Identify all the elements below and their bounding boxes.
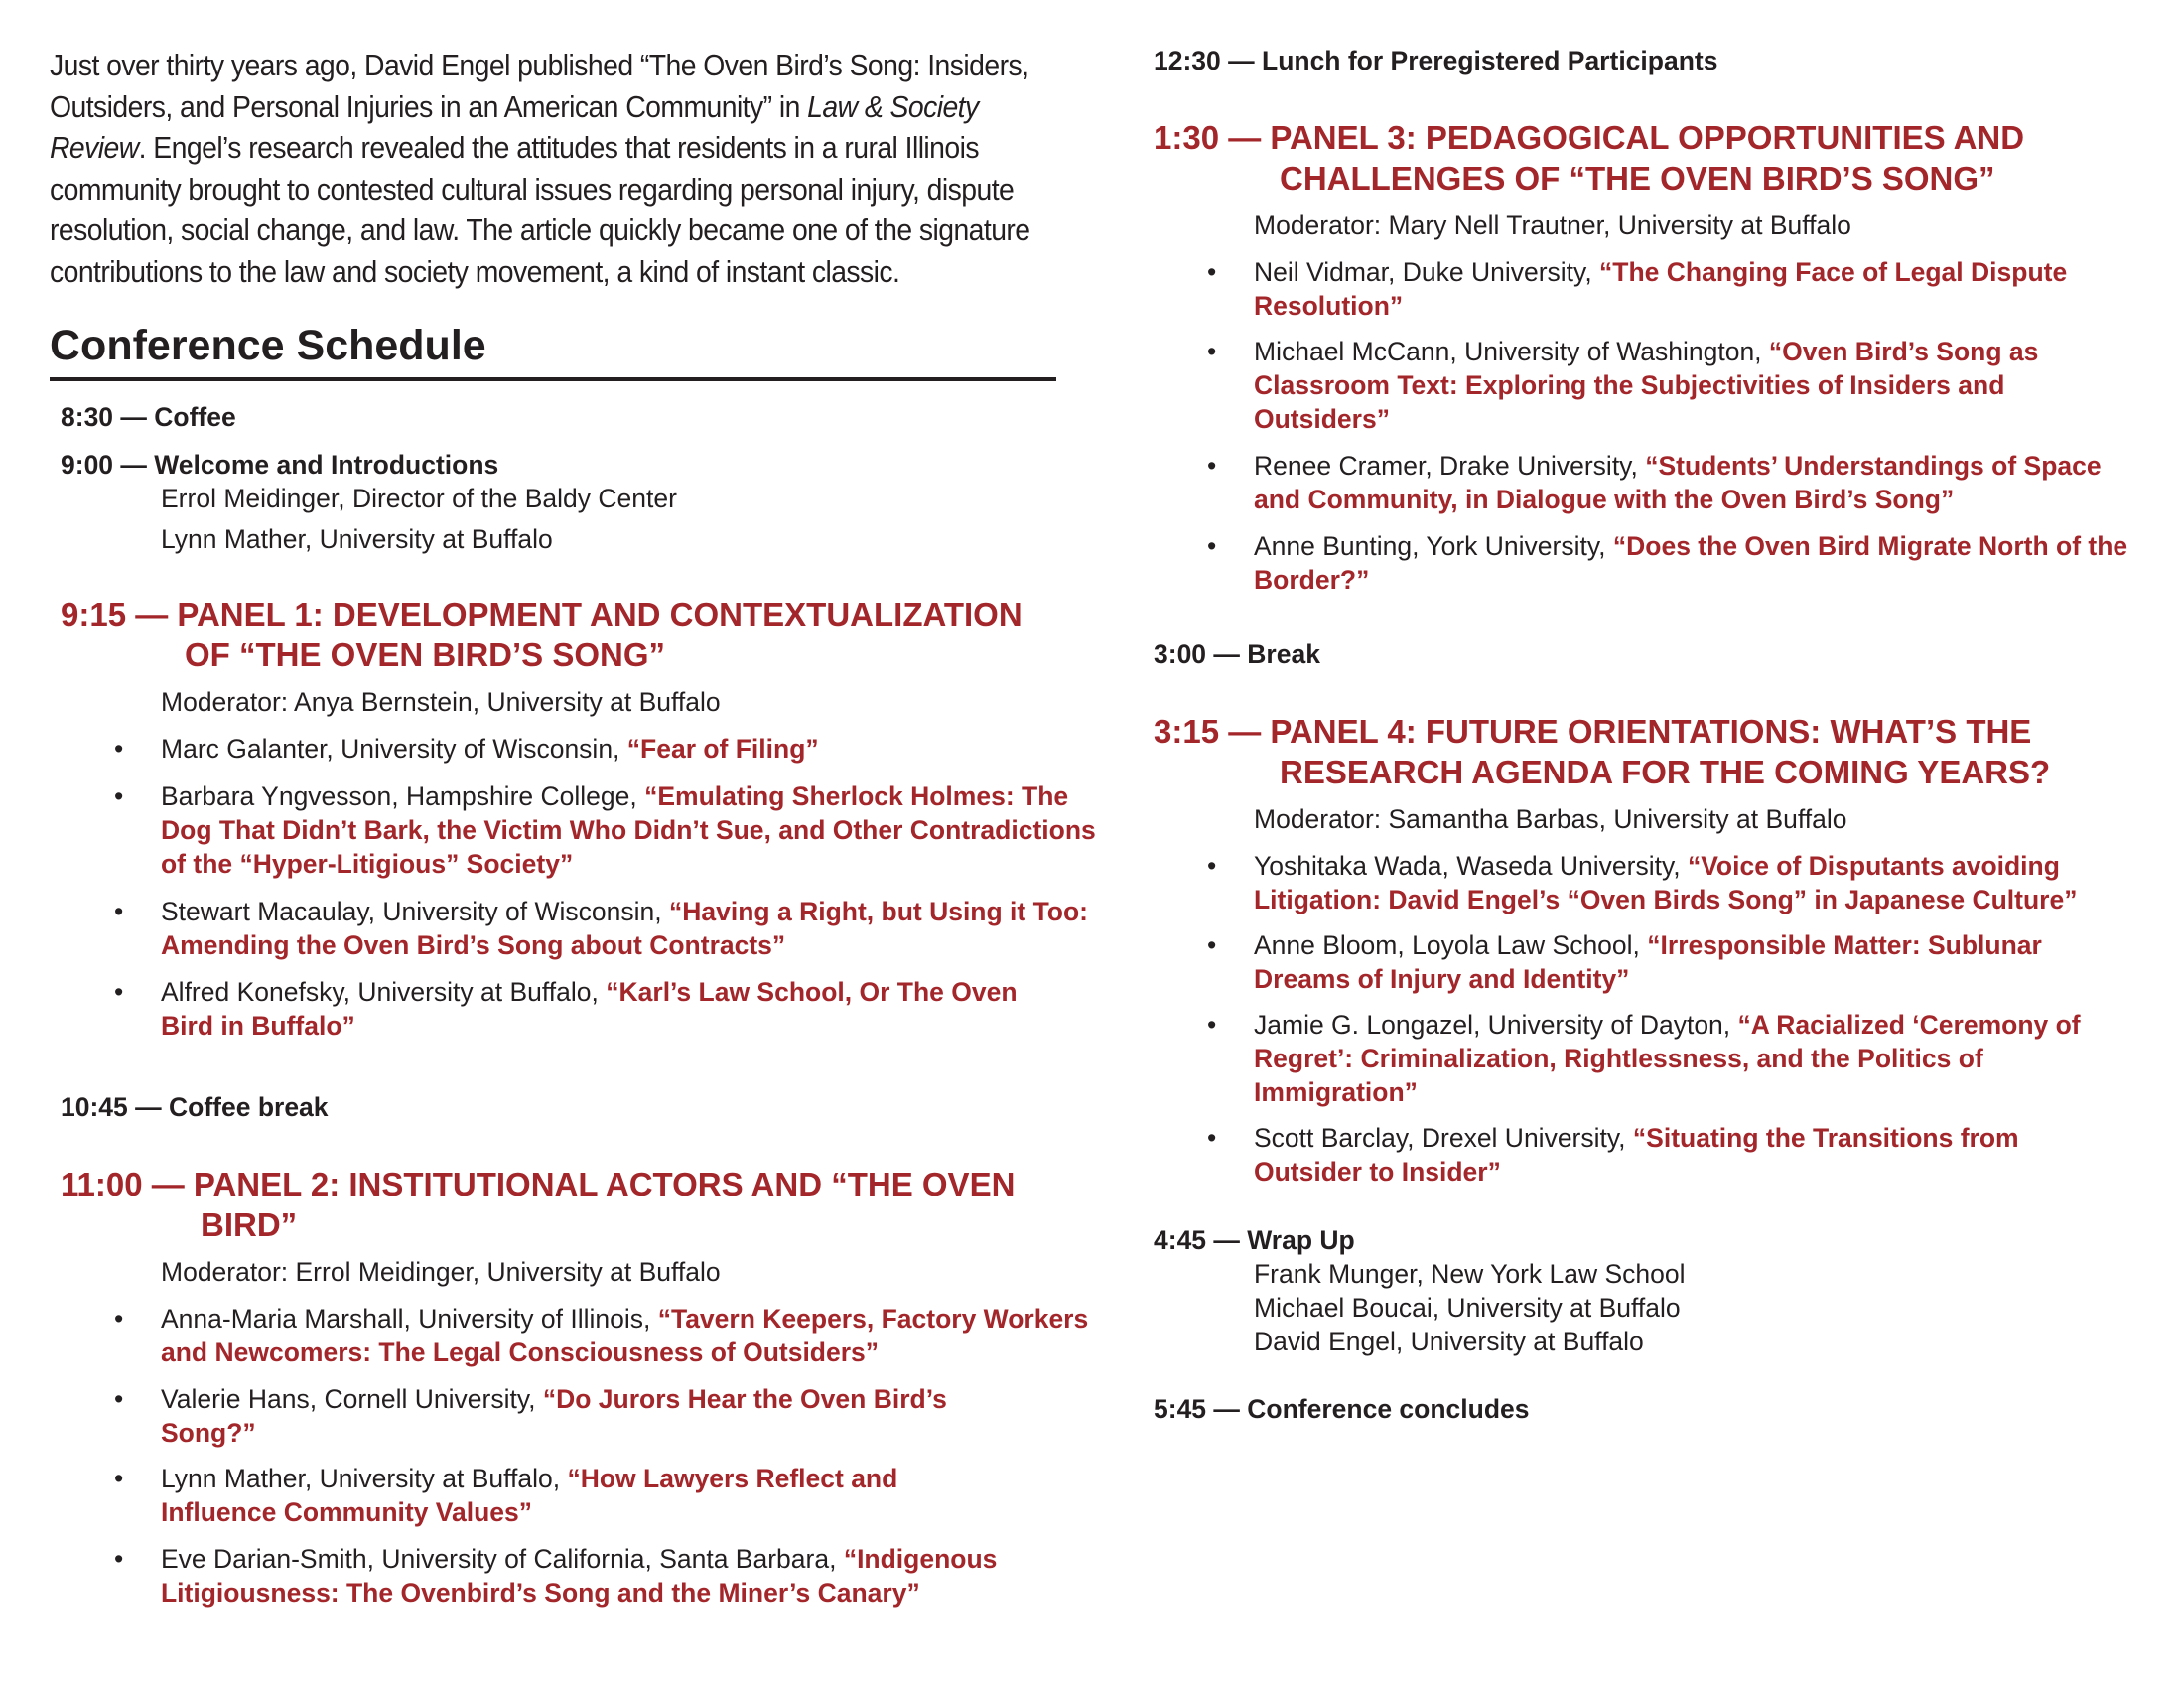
bullet: • [114,1304,124,1334]
intro-text-after: . Engel’s research revealed the attitudes that residents in a rural Illinois community brought to contested cultural issues regarding personal injury, dispute resolution, social change, and law. The article quickly became one of the signature contributions to the law and society movement, a kind of instant classic. [50,131,1030,289]
bullet: • [1207,257,1217,287]
welcome-person: Errol Meidinger, Director of the Baldy Center [161,484,677,513]
list-item [1207,928,2127,996]
panel-1-title-line1: 9:15 — PANEL 1: DEVELOPMENT AND CONTEXTUALIZATION [61,596,1023,633]
list-item [1207,849,2167,916]
talk-title: “Voice of Disputants avoiding Litigation: David Engel’s “Oven Birds Song” in Japanese Culture” [1254,851,2078,914]
list-item [114,1382,975,1450]
bullet: • [114,734,124,764]
talk-speaker: Renee Cramer, Drake University, [1254,451,1646,481]
panel-1-title [61,594,1073,675]
panel-4-title-line1: 3:15 — PANEL 4: FUTURE ORIENTATIONS: WHAT’S THE [1154,713,2032,750]
talk-speaker: Neil Vidmar, Duke University, [1254,257,1600,287]
bullet: • [1207,1010,1217,1040]
coffee-break-item: 10:45 — Coffee break [61,1092,329,1122]
list-item [1207,1121,2127,1189]
list-item [1207,1008,2147,1109]
intro-text-before: Just over thirty years ago, David Engel published “The Oven Bird’s Song: Insiders, Outsiders, and Personal Injuries in an American Community” in [50,49,1029,124]
talk-title: “Do Jurors Hear the Oven Bird’s Song?” [161,1384,947,1448]
panel-3-title-line2: CHALLENGES OF “THE OVEN BIRD’S SONG” [1280,160,1995,197]
talk-speaker: Scott Barclay, Drexel University, [1254,1123,1633,1153]
panel-2-title [61,1164,1073,1245]
talk-speaker: Jamie G. Longazel, University of Dayton, [1254,1010,1738,1040]
panel-3-title [1154,117,2166,199]
talk-speaker: Lynn Mather, University at Buffalo, [161,1464,568,1493]
panel-1-moderator: Moderator: Anya Bernstein, University at Buffalo [161,687,721,717]
wrap-up-person: Michael Boucai, University at Buffalo [1254,1293,1681,1323]
bullet: • [1207,337,1217,366]
talk-speaker: Anne Bloom, Loyola Law School, [1254,930,1648,960]
talk-title: “A Racialized ‘Ceremony of Regret’: Criminalization, Rightlessness, and the Politics of Immigration” [1254,1010,2081,1107]
bullet: • [1207,1123,1217,1153]
talk-title: “Oven Bird’s Song as Classroom Text: Exploring the Subjectivities of Insiders and Outsiders” [1254,337,2039,434]
list-item [1207,335,2088,436]
list-item [114,1302,1094,1369]
panel-1-title-line2: OF “THE OVEN BIRD’S SONG” [185,636,666,673]
talk-speaker: Anna-Maria Marshall, University of Illinois, [161,1304,658,1334]
bullet: • [114,1464,124,1493]
talk-speaker: Stewart Macaulay, University of Wisconsin, [161,897,670,926]
talk-title: “How Lawyers Reflect and Influence Community Values” [161,1464,898,1527]
talk-speaker: Anne Bunting, York University, [1254,531,1613,561]
coffee-item: 8:30 — Coffee [61,402,236,432]
panel-3-title-line1: 1:30 — PANEL 3: PEDAGOGICAL OPPORTUNITIES AND [1154,119,2025,156]
panel-2-title-line1: 11:00 — PANEL 2: INSTITUTIONAL ACTORS AND “THE OVEN [61,1166,1016,1202]
list-item [114,732,1074,766]
talk-title: “Emulating Sherlock Holmes: The Dog That Didn’t Bark, the Victim Who Didn’t Sue, and Other Contradictions of the “Hyper-Litigious” Society” [161,781,1096,879]
talk-speaker: Valerie Hans, Cornell University, [161,1384,543,1414]
bullet: • [1207,451,1217,481]
panel-2-title-line2: BIRD” [201,1206,298,1243]
talk-speaker: Eve Darian-Smith, University of California, Santa Barbara, [161,1544,844,1574]
lunch-item: 12:30 — Lunch for Preregistered Participants [1154,46,1718,75]
welcome-person: Lynn Mather, University at Buffalo [161,524,553,554]
talk-speaker: Barbara Yngvesson, Hampshire College, [161,781,645,811]
talk-title: “Indigenous Litigiousness: The Ovenbird’s Song and the Miner’s Canary” [161,1544,998,1608]
bullet: • [1207,930,1217,960]
wrap-up-item: 4:45 — Wrap Up [1154,1225,1355,1255]
panel-4-title-line2: RESEARCH AGENDA FOR THE COMING YEARS? [1280,754,2051,790]
bullet: • [114,1544,124,1574]
list-item [1207,255,2068,323]
list-item [1207,449,2127,516]
list-item [114,1462,1015,1529]
bullet: • [1207,531,1217,561]
list-item [1207,529,2157,597]
break-item: 3:00 — Break [1154,639,1320,669]
talk-speaker: Alfred Konefsky, University at Buffalo, [161,977,607,1007]
intro-paragraph [50,46,1065,293]
talk-title: “Situating the Transitions from Outsider to Insider” [1254,1123,2019,1187]
bullet: • [114,1384,124,1414]
panel-2-moderator: Moderator: Errol Meidinger, University at Buffalo [161,1257,721,1287]
panel-4-moderator: Moderator: Samantha Barbas, University at Buffalo [1254,804,1847,834]
talk-title: “Karl’s Law School, Or The Oven Bird in Buffalo” [161,977,1018,1041]
wrap-up-person: Frank Munger, New York Law School [1254,1259,1686,1289]
intro-journal: Law & Society Review [50,89,979,165]
talk-speaker: Marc Galanter, University of Wisconsin, [161,734,627,764]
panel-3-moderator: Moderator: Mary Nell Trautner, University at Buffalo [1254,211,1851,240]
wrap-up-person: David Engel, University at Buffalo [1254,1327,1644,1356]
talk-speaker: Michael McCann, University of Washington, [1254,337,1769,366]
concludes-item: 5:45 — Conference concludes [1154,1394,1530,1424]
list-item [114,975,1054,1043]
list-item [114,895,1114,962]
list-item [114,1542,1104,1610]
talk-speaker: Yoshitaka Wada, Waseda University, [1254,851,1688,881]
bullet: • [1207,851,1217,881]
bullet: • [114,781,124,811]
talk-title: “The Changing Face of Legal Dispute Resolution” [1254,257,2068,321]
talk-title: “Having a Right, but Using it Too: Amending the Oven Bird’s Song about Contracts” [161,897,1089,960]
list-item [114,779,1114,881]
bullet: • [114,897,124,926]
schedule-heading: Conference Schedule [50,320,1056,381]
talk-title: “Irresponsible Matter: Sublunar Dreams of Injury and Identity” [1254,930,2042,994]
bullet: • [114,977,124,1007]
panel-4-title [1154,711,2166,792]
talk-title: “Students’ Understandings of Space and Community, in Dialogue with the Oven Bird’s Song” [1254,451,2102,514]
talk-title: “Tavern Keepers, Factory Workers and Newcomers: The Legal Consciousness of Outsiders” [161,1304,1089,1367]
talk-title: “Fear of Filing” [626,734,819,764]
welcome-item: 9:00 — Welcome and Introductions [61,450,499,480]
talk-title: “Does the Oven Bird Migrate North of the Border?” [1254,531,2128,595]
